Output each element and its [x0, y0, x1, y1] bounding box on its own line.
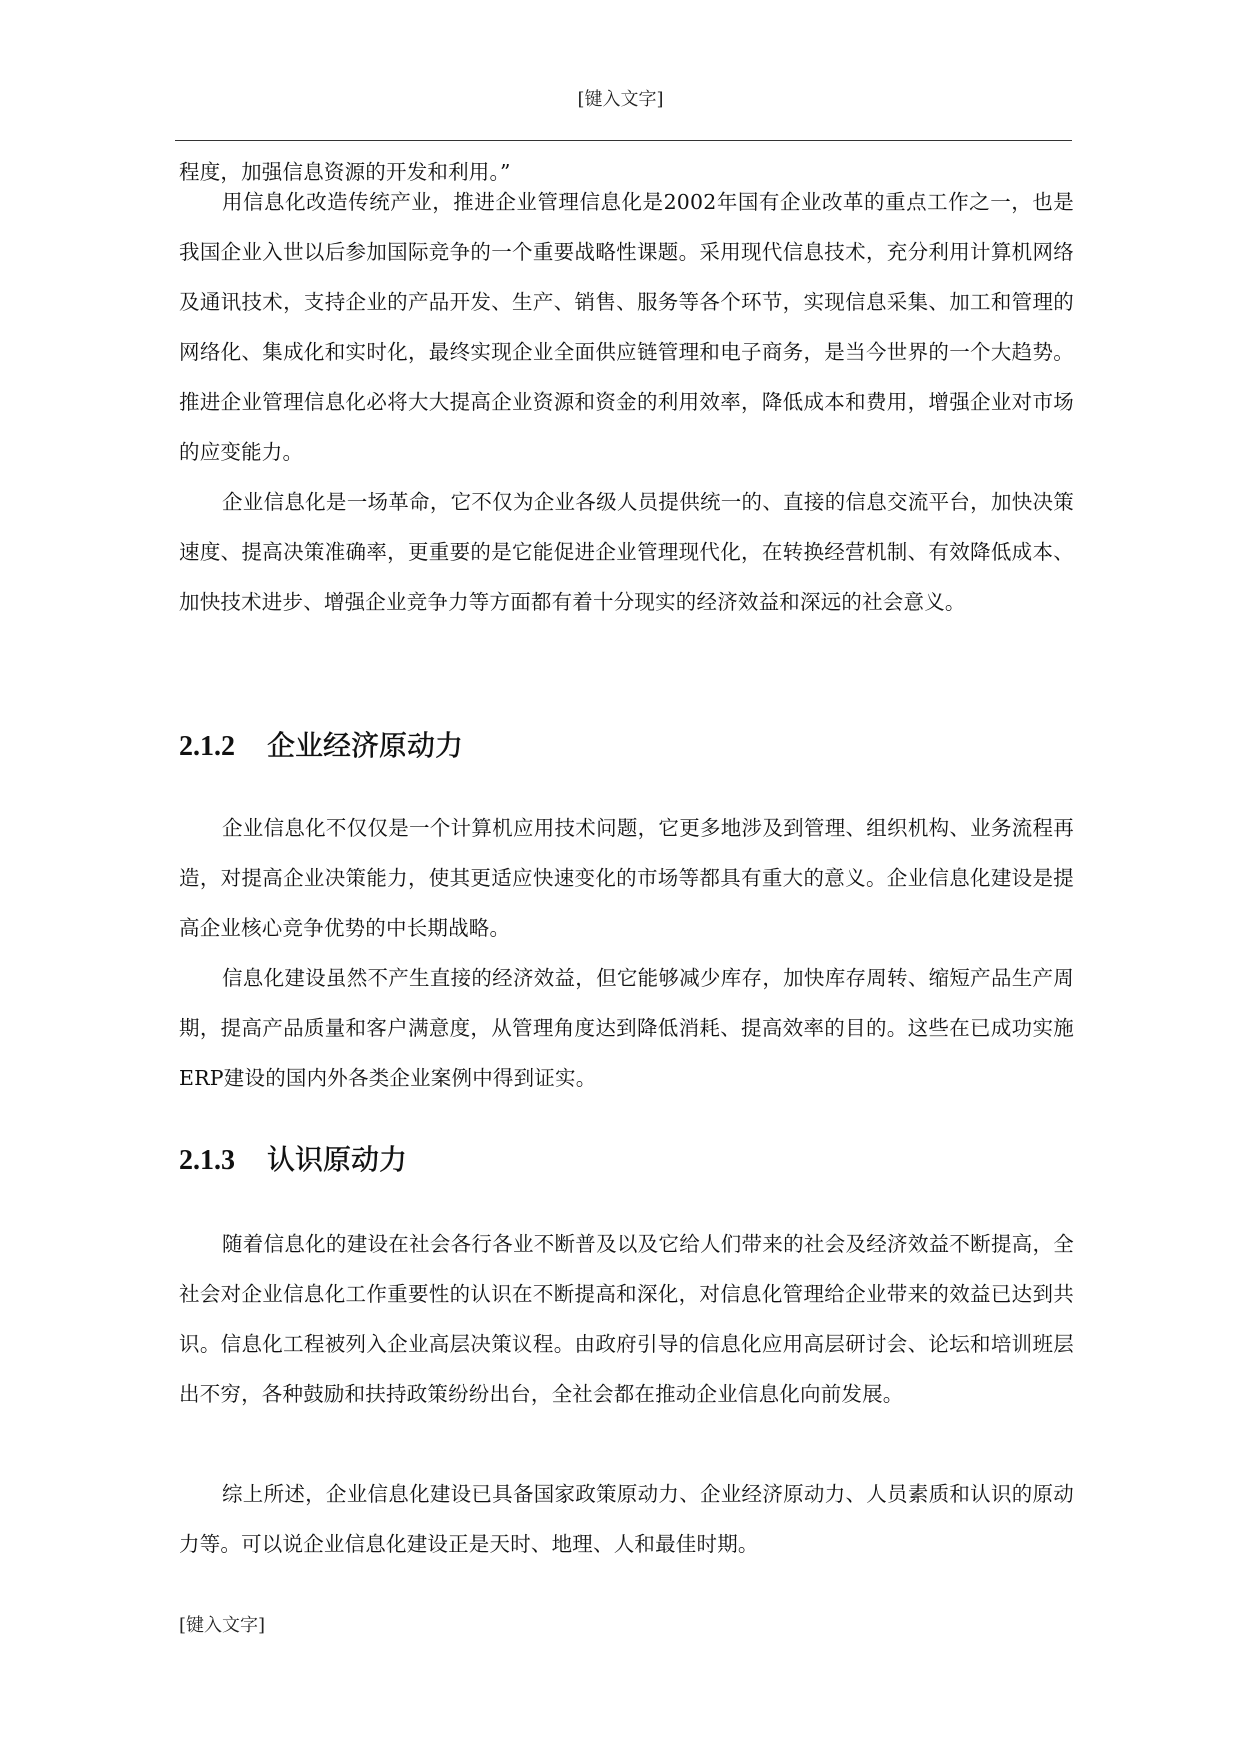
- section-number: 2.1.3: [179, 1145, 235, 1176]
- section-number: 2.1.2: [179, 731, 235, 762]
- header-divider: [175, 140, 1072, 141]
- paragraph-informatization-transformation: 用信息化改造传统产业，推进企业管理信息化是2002年国有企业改革的重点工作之一，也是我国企业入世以后参加国际竞争的一个重要战略性课题。采用现代信息技术，充分利用计算机网络及通讯技术，支持企业的产品开发、生产、销售、服务等各个环节，实现信息采集、加工和管理的网络化、集成化和实时化，最终实现企业全面供应链管理和电子商务，是当今世界的一个大趋势。推进企业管理信息化必将大大提高企业资源和资金的利用效率，降低成本和费用，增强企业对市场的应变能力。: [179, 190, 1074, 464]
- section-heading-2-1-3: [179, 1142, 407, 1179]
- page-footer: [键入文字]: [179, 1615, 266, 1636]
- paragraph-continuation: 程度，加强信息资源的开发和利用。”: [179, 160, 511, 184]
- section-title: 企业经济原动力: [267, 729, 464, 762]
- section-title: 认识原动力: [267, 1143, 408, 1176]
- paragraph-awareness-driver: 随着信息化的建设在社会各行各业不断普及以及它给人们带来的社会及经济效益不断提高，全社会对企业信息化工作重要性的认识在不断提高和深化，对信息化管理给企业带来的效益已达到共识。信息化工程被列入企业高层决策议程。由政府引导的信息化应用高层研讨会、论坛和培训班层出不穷，各种鼓励和扶持政策纷纷出台，全社会都在推动企业信息化向前发展。: [179, 1232, 1074, 1406]
- page-header: [键入文字]: [577, 89, 664, 110]
- paragraph-summary: 综上所述，企业信息化建设已具备国家政策原动力、企业经济原动力、人员素质和认识的原动力等。可以说企业信息化建设正是天时、地理、人和最佳时期。: [179, 1482, 1074, 1556]
- paragraph-enterprise-revolution: 企业信息化是一场革命，它不仅为企业各级人员提供统一的、直接的信息交流平台，加快决策速度、提高决策准确率，更重要的是它能促进企业管理现代化，在转换经营机制、有效降低成本、加快技术进步、增强企业竞争力等方面都有着十分现实的经济效益和深远的社会意义。: [179, 490, 1074, 614]
- section-heading-2-1-2: [179, 728, 463, 765]
- paragraph-economic-driver: 企业信息化不仅仅是一个计算机应用技术问题，它更多地涉及到管理、组织机构、业务流程再造，对提高企业决策能力，使其更适应快速变化的市场等都具有重大的意义。企业信息化建设是提高企业核心竞争优势的中长期战略。: [179, 816, 1074, 940]
- paragraph-economic-benefits: 信息化建设虽然不产生直接的经济效益，但它能够减少库存，加快库存周转、缩短产品生产周期，提高产品质量和客户满意度，从管理角度达到降低消耗、提高效率的目的。这些在已成功实施ERP建设的国内外各类企业案例中得到证实。: [179, 966, 1074, 1090]
